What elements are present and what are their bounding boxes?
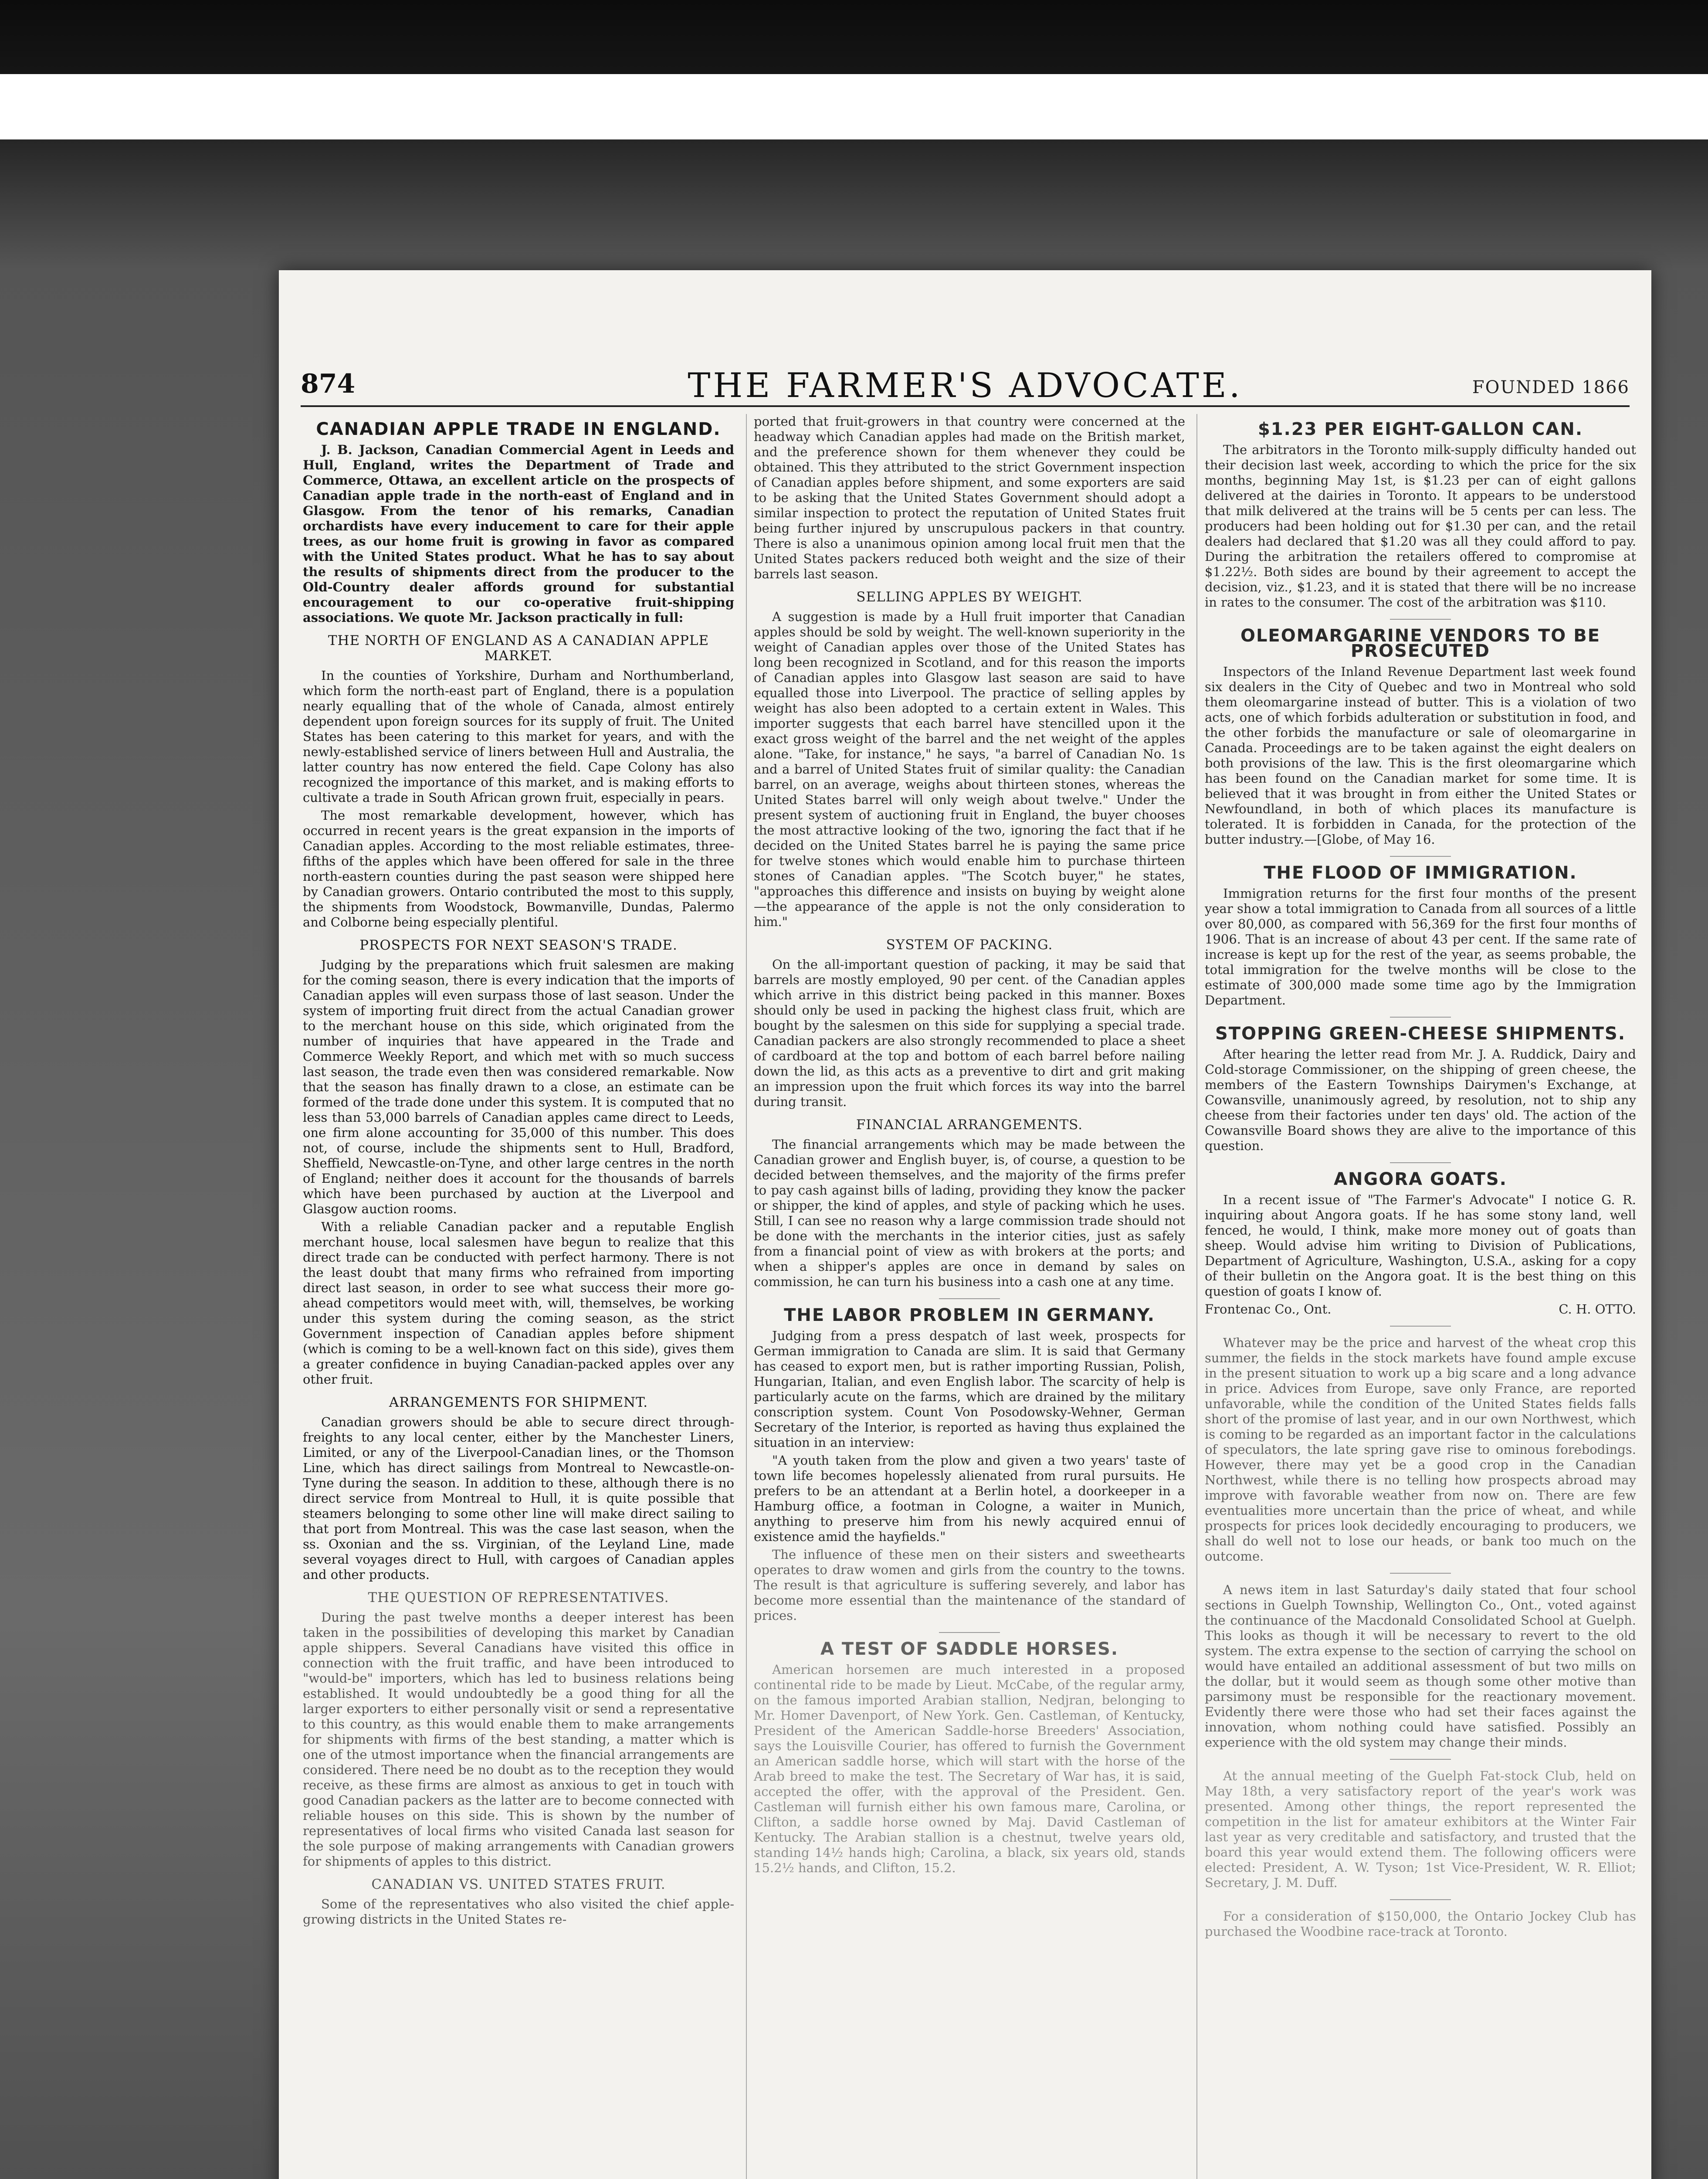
letter-signature [1205,1302,1636,1317]
section-divider [1390,1899,1451,1900]
column-left [303,414,734,1930]
section-subhead: SYSTEM OF PACKING. [886,937,1053,953]
article-headline: OLEOMARGARINE VENDORS TO BE PROSECUTED [1240,626,1601,661]
masthead-title: THE FARMER'S ADVOCATE. [688,366,1243,405]
header-rule [301,405,1630,407]
column-right [1205,414,1636,1942]
article-headline: CANADIAN APPLE TRADE IN ENGLAND. [316,419,721,439]
article-paragraph: Immigration returns for the first four months of the present year show a total immigration to Canada from all sources of a little over 80,000, as compared with 56,369 for the first four months of 1906. That is an increase of about 43 per cent. If the same rate of increase is kept up for the rest of the year, as seems probable, the total immigration for the twelve months will be close to the estimate of 300,000 made some time ago by the Immigration Department. [1205,886,1636,1008]
article-paragraph: Judging from a press despatch of last week, prospects for German immigration to Canada are slim. It is said that Germany has ceased to export men, but is rather importing Russian, Polish, Hungarian, Italian, and even English labor. The scarcity of help is particularly acute on the farms, which are drained by the military conscription system. Count Von Posodowsky-Wehner, German Secretary of the Interior, is reported as having thus explained the situation in an interview: [754,1328,1185,1450]
article-paragraph: A suggestion is made by a Hull fruit importer that Canadian apples should be sold by weight. The well-known superiority in the weight of Canadian apples over those of the United States has long been recognized in Scotland, and for this reason the imports of Canadian apples into Glasgow last season are said to have equalled those into Liverpool. The practice of selling apples by weight has also been adopted to a certain extent in Wales. This importer suggests that each barrel have stencilled upon it the exact gross weight of the barrel and the net weight of the apples alone. "Take, for instance," he says, "a barrel of Canadian No. 1s and a barrel of United States fruit of similar quality: the Canadian barrel, on an average, weighs about thirteen stones, whereas the United States barrel will only weigh about twelve." Under the present system of auctioning fruit in England, the buyer chooses the most attractive looking of the two, ignoring the fact that if he decided on the United States barrel he is paying the same price for twelve stones which would enable him to purchase thirteen stones of Canadian apples. "The Scotch buyer," he states, "approaches this difference and insists on buying by weight alone—the appearance of the apple is not the only consideration to him." [754,609,1185,929]
founded-note: FOUNDED 1866 [1472,377,1630,397]
signature-name: C. H. OTTO. [1559,1302,1636,1317]
page-header [301,366,1630,410]
article-paragraph: After hearing the letter read from Mr. J. A. Ruddick, Dairy and Cold-storage Commissioner, on the shipping of green cheese, the members of the Eastern Townships Dairymen's Exchange, at Cowansville, unanimously agreed, by resolution, not to ship any cheese from their factories under ten days' old. The action of the Cowansville Board shows they are alive to the importance of this question. [1205,1047,1636,1153]
section-subhead: THE NORTH OF ENGLAND AS A CANADIAN APPLE MARKET. [328,633,709,664]
article-paragraph: The most remarkable development, however, which has occurred in recent years is the great expansion in the imports of Canadian apples. According to the most reliable estimates, three-fifths of the apples which have been offered for sale in the three north-eastern counties during the past season were shipped here by Canadian growers. Ontario contributed the most to this supply, the shipments from Woodstock, Bowmanville, Dundas, Palermo and Colborne being especially plentiful. [303,808,734,930]
column-divider [1196,414,1197,2179]
section-subhead: THE QUESTION OF REPRESENTATIVES. [368,1590,669,1605]
section-divider [1390,619,1451,620]
page-number: 874 [301,369,356,399]
article-headline: $1.23 PER EIGHT-GALLON CAN. [1257,419,1583,439]
section-divider [1390,1573,1451,1574]
article-paragraph: "A youth taken from the plow and given a two years' taste of town life becomes hopelessly alienated from rural pursuits. He prefers to be an attendant at a Berlin hotel, a doorkeeper in a Hamburg office, a footman in Cologne, a waiter in Munich, anything to preserve him from his newly acquired ennui of existence amid the hayfields." [754,1453,1185,1544]
article-paragraph: The arbitrators in the Toronto milk-supply difficulty handed out their decision last week, according to which the price for the six months, beginning May 1st, is $1.23 per can of eight gallons delivered at the dairies in Toronto. It appears to be understood that milk delivered at the trains will be 5 cents per can less. The producers had been holding out for $1.30 per can, and the retail dealers had declared that $1.20 was all they could afford to pay. During the arbitration the retailers offered to compromise at $1.22½. Both sides are bound by their agreement to accept the decision, viz., $1.23, and it is stated that there will be no increase in rates to the consumer. The cost of the arbitration was $110. [1205,442,1636,610]
article-headline: A TEST OF SADDLE HORSES. [820,1639,1119,1659]
section-divider [939,1298,1000,1299]
article-paragraph: Canadian growers should be able to secure direct through-freights to any local center, either by the Manchester Liners, Limited, or any of the Liverpool-Canadian lines, or the Thomson Line, which has direct sailings from Montreal to Newcastle-on-Tyne during the season. In addition to these, although there is no direct service from Montreal to Hull, it is quite possible that steamers belonging to some other line will make direct sailing to that port from Montreal. This was the case last season, when the ss. Oxonian and the ss. Virginian, of the Leyland Line, made several voyages direct to Hull, with cargoes of Canadian apples and other products. [303,1415,734,1582]
section-divider [1390,1162,1451,1163]
section-subhead: CANADIAN VS. UNITED STATES FRUIT. [371,1877,666,1892]
article-paragraph: American horsemen are much interested in a proposed continental ride to be made by Lieut. McCabe, of the regular army, on the famous imported Arabian stallion, Nedjran, belonging to Mr. Homer Davenport, of New York. Gen. Castleman, of Kentucky, President of the American Saddle-horse Breeders' Association, says the Louisville Courier, has offered to furnish the Government an American saddle horse, which will start with the horse of the Arab breed to make the test. The Secretary of War has, it is said, accepted the offer, with the approval of the President. Gen. Castleman will furnish either his own famous mare, Carolina, or Clifton, a saddle horse owned by Maj. David Castleman of Kentucky. The Arabian stallion is a chestnut, twelve years old, standing 14½ hands high; Carolina, a black, six years old, stands 15.2½ hands, and Clifton, 15.2. [754,1662,1185,1875]
column-middle [754,414,1185,1878]
article-paragraph: The financial arrangements which may be made between the Canadian grower and English buyer, is, of course, a question to be decided between themselves, and the majority of the firms prefer to pay cash against bills of lading, providing they know the packer or shipper, the kind of apples, and style of packing which he uses. Still, I can see no reason why a large commission trade should not be done with the merchants in the interior cities, just as safely from a financial point of view as with brokers at the ports; and when a shipper's apples are once in demand by sales on commission, he can turn his business into a cash one at any time. [754,1137,1185,1289]
article-paragraph: During the past twelve months a deeper interest has been taken in the possibilities of developing this market by Canadian apple shippers. Several Canadians have visited this office in connection with the fruit traffic, and have been introduced to "would-be" importers, which has led to business relations being established. It would undoubtedly be a good thing for all the larger exporters to either personally visit or send a representative to this country, as this would enable them to make arrangements for shipments with firms of the best standing, a matter which is one of the utmost importance when the financial arrangements are considered. There need be no doubt as to the reception they would receive, as these firms are almost as anxious to get in touch with good Canadian packers as the latter are to become connected with reliable houses on this side. This is shown by the number of representatives of local firms who visited Canada last season for the sole purpose of making arrangements with Canadian growers for shipments of apples to this district. [303,1610,734,1869]
section-divider [1390,1017,1451,1018]
section-subhead: FINANCIAL ARRANGEMENTS. [856,1117,1083,1133]
signature-place: Frontenac Co., Ont. [1205,1302,1332,1317]
article-paragraph: On the all-important question of packing, it may be said that barrels are mostly employed, 90 per cent. of the Canadian apples which arrive in this district being packed in this manner. Boxes should only be used in packing the highest class fruit, which are bought by the salesmen on this side for supplying a special trade. Canadian packers are also strongly recommended to place a sheet of cardboard at the top and bottom of each barrel before nailing down the lid, as this acts as a preventive to dirt and grit making an impression upon the fruit which forces its way into the barrel during transit. [754,957,1185,1109]
section-divider [1390,1326,1451,1327]
article-paragraph: With a reliable Canadian packer and a reputable English merchant house, local salesmen have begun to realize that this direct trade can be conducted with perfect harmony. There is not the least doubt that many firms who refrained from importing direct last season, in order to see what success their more go-ahead competitors would meet with, will, themselves, be working under this system during the coming season, as the strict Government inspection of Canadian apples before shipment (which is coming to be a well-known fact on this side), gives them a greater confidence in buying Canadian-packed apples over any other fruit. [303,1219,734,1387]
article-paragraph: At the annual meeting of the Guelph Fat-stock Club, held on May 18th, a very satisfactory report of the year's work was presented. Among other things, the report represented the competition in the list for amateur exhibitors at the Winter Fair last year as very creditable and satisfactory, and trusted that the board this year would extend them. The following officers were elected: President, A. W. Tyson; 1st Vice-President, W. R. Elliot; Secretary, J. M. Duff. [1205,1768,1636,1890]
section-divider [1390,1759,1451,1760]
article-headline: THE LABOR PROBLEM IN GERMANY. [784,1305,1155,1325]
section-subhead: PROSPECTS FOR NEXT SEASON'S TRADE. [359,937,678,953]
section-subhead: ARRANGEMENTS FOR SHIPMENT. [389,1395,648,1410]
column-divider [746,414,747,2179]
article-headline: STOPPING GREEN-CHEESE SHIPMENTS. [1215,1024,1626,1044]
article-paragraph: J. B. Jackson, Canadian Commercial Agent in Leeds and Hull, England, writes the Department of Trade and Commerce, Ottawa, an excellent article on the prospects of Canadian apple trade in the north-east of England and in Glasgow. From the tenor of his remarks, Canadian orchardists have every inducement to care for their apple trees, as our home fruit is growing in favor as compared with the United States product. What he has to say about the results of shipments direct from the producer to the Old-Country dealer affords ground for substantial encouragement to our co-operative fruit-shipping associations. We quote Mr. Jackson practically in full: [303,442,734,625]
article-paragraph: Inspectors of the Inland Revenue Department last week found six dealers in the City of Quebec and two in Montreal who sold them oleomargarine instead of butter. This is a violation of two acts, one of which forbids adulteration or substitution in food, and the other forbids the manufacture or sale of oleomargarine in Canada. Proceedings are to be taken against the eight dealers on both provisions of the law. This is the first oleomargarine which has been found on the Canadian market for some time. It is believed that it was brought in from either the United States or Newfoundland, in both of which places its manufacture is tolerated. It is forbidden in Canada, for the protection of the butter industry.—[Globe, of May 16. [1205,664,1636,847]
article-paragraph: In the counties of Yorkshire, Durham and Northumberland, which form the north-east part of England, there is a population nearly equalling that of the whole of Canada, almost entirely dependent upon foreign sources for its supply of fruit. The United States has been catering to this market for years, and with the newly-established service of liners between Hull and Australia, the latter country has now entered the field. Cape Colony has also recognized the importance of this market, and is making efforts to cultivate a trade in South African grown fruit, especially in pears. [303,668,734,805]
article-paragraph: The influence of these men on their sisters and sweethearts operates to draw women and girls from the country to the towns. The result is that agriculture is suffering severely, and labor has become more essential than the maintenance of the standard of prices. [754,1547,1185,1623]
article-paragraph: ported that fruit-growers in that country were concerned at the headway which Canadian apples had made on the British market, and the preference shown for them whenever they could be obtained. This they attributed to the strict Government inspection of Canadian apples before shipment, and some exporters are said to be asking that the United States Government should adopt a similar inspection to protect the reputation of United States fruit being further injured by unscrupulous packers in that country. There is also a unanimous opinion among local fruit men that the United States packers reduced both weight and the size of their barrels last season. [754,414,1185,581]
article-paragraph: Judging by the preparations which fruit salesmen are making for the coming season, there is every indication that the imports of Canadian apples will even surpass those of last season. Under the system of importing fruit direct from the actual Canadian grower to the merchant house on this side, which originated from the number of inquiries that have appeared in the Trade and Commerce Weekly Report, and which met with so much success last season, the trade even then was considered remarkable. Now that the season has finally drawn to a close, an estimate can be formed of the trade done under this system. It is computed that no less than 53,000 barrels of Canadian apples came direct to Leeds, one firm alone accounting for 35,000 of this number. This does not, of course, include the shipments sent to Hull, Bradford, Sheffield, Newcastle-on-Tyne, and other large centres in the north of England; neither does it account for the thousands of barrels which have been purchased by auction at the Liverpool and Glasgow auction rooms. [303,957,734,1216]
section-subhead: SELLING APPLES BY WEIGHT. [856,589,1083,605]
section-divider [939,1632,1000,1633]
article-paragraph: Some of the representatives who also visited the chief apple-growing districts in the United States re- [303,1897,734,1927]
article-paragraph: In a recent issue of "The Farmer's Advocate" I notice G. R. inquiring about Angora goats. If he has some stony land, well fenced, he would, I think, make more money out of goats than sheep. Would advise him writing to Division of Publications, Department of Agriculture, Washington, U.S.A., asking for a copy of their bulletin on the Angora goat. It is the best thing on this question of goats I know of. [1205,1192,1636,1299]
section-divider [1390,856,1451,857]
scanner-light-bar [0,74,1708,139]
article-headline: ANGORA GOATS. [1334,1169,1507,1189]
article-paragraph: Whatever may be the price and harvest of the wheat crop this summer, the fields in the stock markets have found ample excuse in the present situation to work up a big scare and a long advance in price. Advices from Europe, save only France, are reported unfavorable, while the condition of the United States fields falls short of the promise of last year, and in our own Northwest, which is coming to be regarded as an important factor in the calculations of speculators, the late spring gave rise to ominous forebodings. However, there may yet be a good crop in the Canadian Northwest, while there is no telling how prospects abroad may improve with favorable weather from now on. There are few eventualities more uncertain than the price of wheat, and while prospects for prices look decidedly encouraging to producers, we shall do well not to lose our heads, or bank too much on the outcome. [1205,1335,1636,1564]
article-paragraph: A news item in last Saturday's daily stated that four school sections in Guelph Township, Wellington Co., Ont., voted against the continuance of the Macdonald Consolidated School at Guelph. This looks as though it will be necessary to revert to the old system. The extra expense to the section of carrying the school on would have entailed an additional assessment of but two mills on the dollar, but it would seem as though some other motive than parsimony must be responsible for the reactionary movement. Evidently there were those who had set their faces against the innovation, whom nothing could have satisfied. Possibly an experience with the old system may change their minds. [1205,1582,1636,1750]
article-headline: THE FLOOD OF IMMIGRATION. [1264,863,1577,883]
article-paragraph: For a consideration of $150,000, the Ontario Jockey Club has purchased the Woodbine race-track at Toronto. [1205,1909,1636,1939]
